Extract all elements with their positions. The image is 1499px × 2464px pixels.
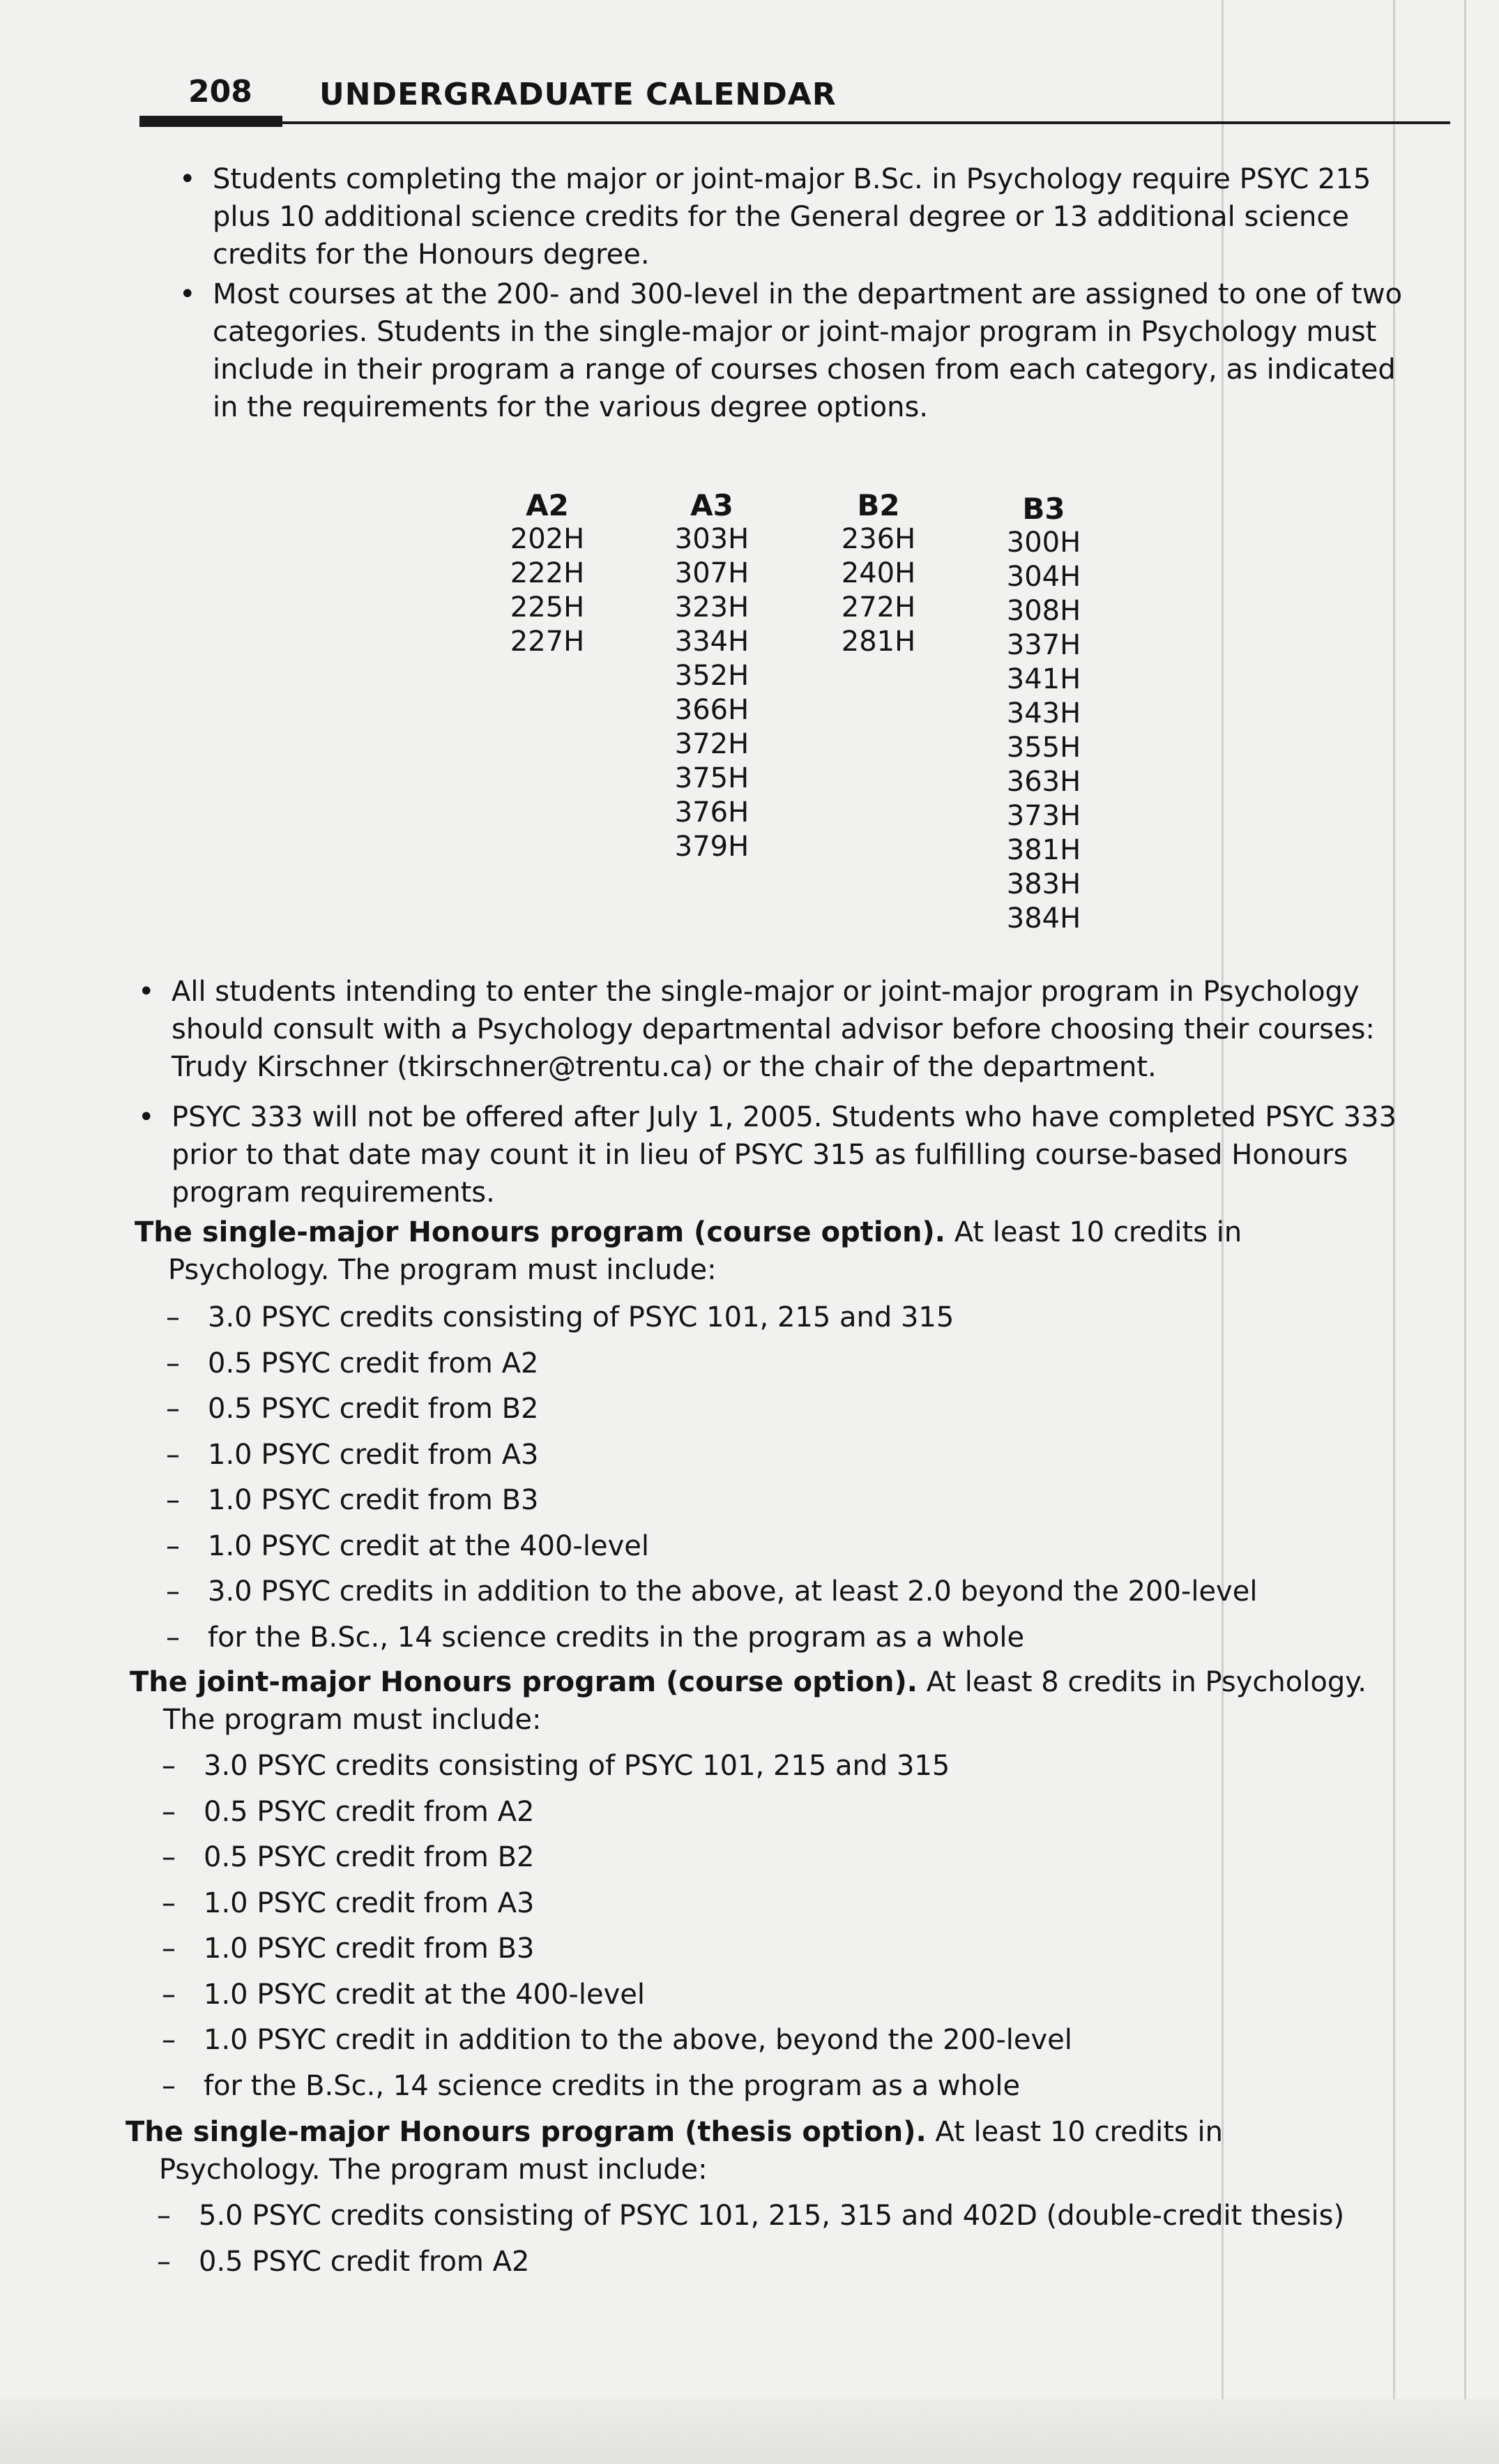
category-heading: B2 <box>857 488 900 522</box>
header-rule-accent <box>139 116 282 127</box>
course-code: 384H <box>1006 902 1081 935</box>
course-code: 343H <box>1006 697 1081 730</box>
course-code: 225H <box>510 591 585 623</box>
course-code: 227H <box>510 626 585 658</box>
category-heading: B3 <box>1022 492 1065 526</box>
bullet-item <box>179 160 1412 273</box>
bullet-item <box>138 973 1406 1086</box>
bullet-icon: • <box>138 976 155 1008</box>
course-code: 352H <box>674 660 750 692</box>
bullet-icon: • <box>179 278 196 310</box>
course-code: 240H <box>841 557 916 589</box>
course-code: 308H <box>1006 595 1081 627</box>
program-intro: At least 10 credits in Psychology. The program must include: <box>168 1216 1242 1286</box>
course-code: 337H <box>1006 629 1081 661</box>
program-heading <box>125 2113 1380 2189</box>
course-code: 222H <box>510 557 585 589</box>
category-column-a2 <box>478 488 617 659</box>
bullet-item <box>138 1098 1406 1211</box>
program-heading <box>135 1214 1376 1289</box>
requirement-item: – 1.0 PSYC credit from B3 <box>162 1926 1072 1972</box>
bullet-icon: • <box>179 163 196 195</box>
requirement-item: – 3.0 PSYC credits in addition to the above, at least 2.0 beyond the 200-level <box>166 1569 1257 1615</box>
category-column-b3 <box>974 492 1113 936</box>
course-code: 383H <box>1006 868 1081 900</box>
requirement-item: – 0.5 PSYC credit from A2 <box>166 1341 1257 1387</box>
requirement-item: – for the B.Sc., 14 science credits in the program as a whole <box>162 2064 1072 2110</box>
requirement-item: – 5.0 PSYC credits consisting of PSYC 101, 215, 315 and 402D (double-credit thesis) <box>157 2193 1344 2239</box>
category-column-a3 <box>642 488 782 864</box>
course-code: 281H <box>841 626 916 658</box>
course-code: 379H <box>674 831 750 863</box>
program-heading <box>130 1663 1378 1739</box>
course-code: 375H <box>674 762 750 794</box>
requirement-item: – 0.5 PSYC credit from A2 <box>157 2239 1344 2285</box>
requirement-item: – 1.0 PSYC credit at the 400-level <box>162 1972 1072 2018</box>
page-edge-line <box>1464 0 1466 2464</box>
requirement-item: – 1.0 PSYC credit at the 400-level <box>166 1524 1257 1570</box>
bullet-text: Students completing the major or joint-major B.Sc. in Psychology require PSYC 215 plus 10 additional science credits for the General degree or 13 additional science credits for the Honours degree. <box>213 163 1371 271</box>
course-code: 307H <box>674 557 750 589</box>
page-number: 208 <box>188 74 252 109</box>
program-title: The joint-major Honours program (course option). <box>130 1666 918 1698</box>
bullet-item <box>179 275 1412 426</box>
course-code: 381H <box>1006 834 1081 866</box>
course-code: 303H <box>674 523 750 555</box>
course-code: 363H <box>1006 766 1081 798</box>
requirement-item: – 3.0 PSYC credits consisting of PSYC 101, 215 and 315 <box>166 1295 1257 1341</box>
category-heading: A3 <box>690 488 733 522</box>
category-heading: A2 <box>526 488 569 522</box>
page-header <box>139 70 1450 133</box>
header-rule <box>139 121 1450 124</box>
requirement-item: – for the B.Sc., 14 science credits in the program as a whole <box>166 1615 1257 1661</box>
bullet-text: Most courses at the 200- and 300-level in the department are assigned to one of two categories. Students in the single-major or joint-major program in Psychology must include in their program a range of courses chosen from each category, as indicated in the requirements for the various degree options. <box>213 278 1403 423</box>
course-code: 334H <box>674 626 750 658</box>
requirement-item: – 0.5 PSYC credit from B2 <box>162 1835 1072 1881</box>
program-title: The single-major Honours program (course option). <box>135 1216 945 1248</box>
requirement-item: – 1.0 PSYC credit from A3 <box>162 1881 1072 1927</box>
course-code: 376H <box>674 796 750 829</box>
course-code: 304H <box>1006 561 1081 593</box>
bullet-text: PSYC 333 will not be offered after July 1, 2005. Students who have completed PSYC 333 prior to that date may count it in lieu of PSYC 315 as fulfilling course-based Honours program requirements. <box>172 1101 1397 1209</box>
requirement-list <box>157 2193 1344 2285</box>
requirement-item: – 1.0 PSYC credit from A3 <box>166 1433 1257 1479</box>
bullet-text: All students intending to enter the single-major or joint-major program in Psychology should consult with a Psychology departmental advisor before choosing their courses: Trudy Kirschner (tkirschner@trentu.ca) or the chair of the department. <box>172 976 1375 1083</box>
requirement-item: – 3.0 PSYC credits consisting of PSYC 101, 215 and 315 <box>162 1744 1072 1790</box>
program-intro: At least 8 credits in Psychology. The program must include: <box>163 1666 1367 1736</box>
course-code: 372H <box>674 728 750 760</box>
page-bottom-shadow <box>0 2399 1499 2464</box>
requirement-list <box>162 1744 1072 2109</box>
course-code: 366H <box>674 694 750 726</box>
program-title: The single-major Honours program (thesis option). <box>125 2116 927 2148</box>
requirement-list <box>166 1295 1257 1661</box>
course-code: 236H <box>841 523 916 555</box>
course-code: 341H <box>1006 663 1081 695</box>
course-code: 300H <box>1006 527 1081 559</box>
category-column-b2 <box>809 488 948 659</box>
requirement-item: – 1.0 PSYC credit in addition to the above, beyond the 200-level <box>162 2018 1072 2064</box>
running-title: UNDERGRADUATE CALENDAR <box>319 77 837 112</box>
course-code: 202H <box>510 523 585 555</box>
requirement-item: – 0.5 PSYC credit from B2 <box>166 1386 1257 1433</box>
course-code: 373H <box>1006 800 1081 832</box>
bullet-icon: • <box>138 1101 155 1133</box>
course-code: 323H <box>674 591 750 623</box>
course-code: 355H <box>1006 732 1081 764</box>
program-intro: At least 10 credits in Psychology. The program must include: <box>159 2116 1223 2186</box>
course-code: 272H <box>841 591 916 623</box>
requirement-item: – 0.5 PSYC credit from A2 <box>162 1790 1072 1836</box>
requirement-item: – 1.0 PSYC credit from B3 <box>166 1478 1257 1524</box>
